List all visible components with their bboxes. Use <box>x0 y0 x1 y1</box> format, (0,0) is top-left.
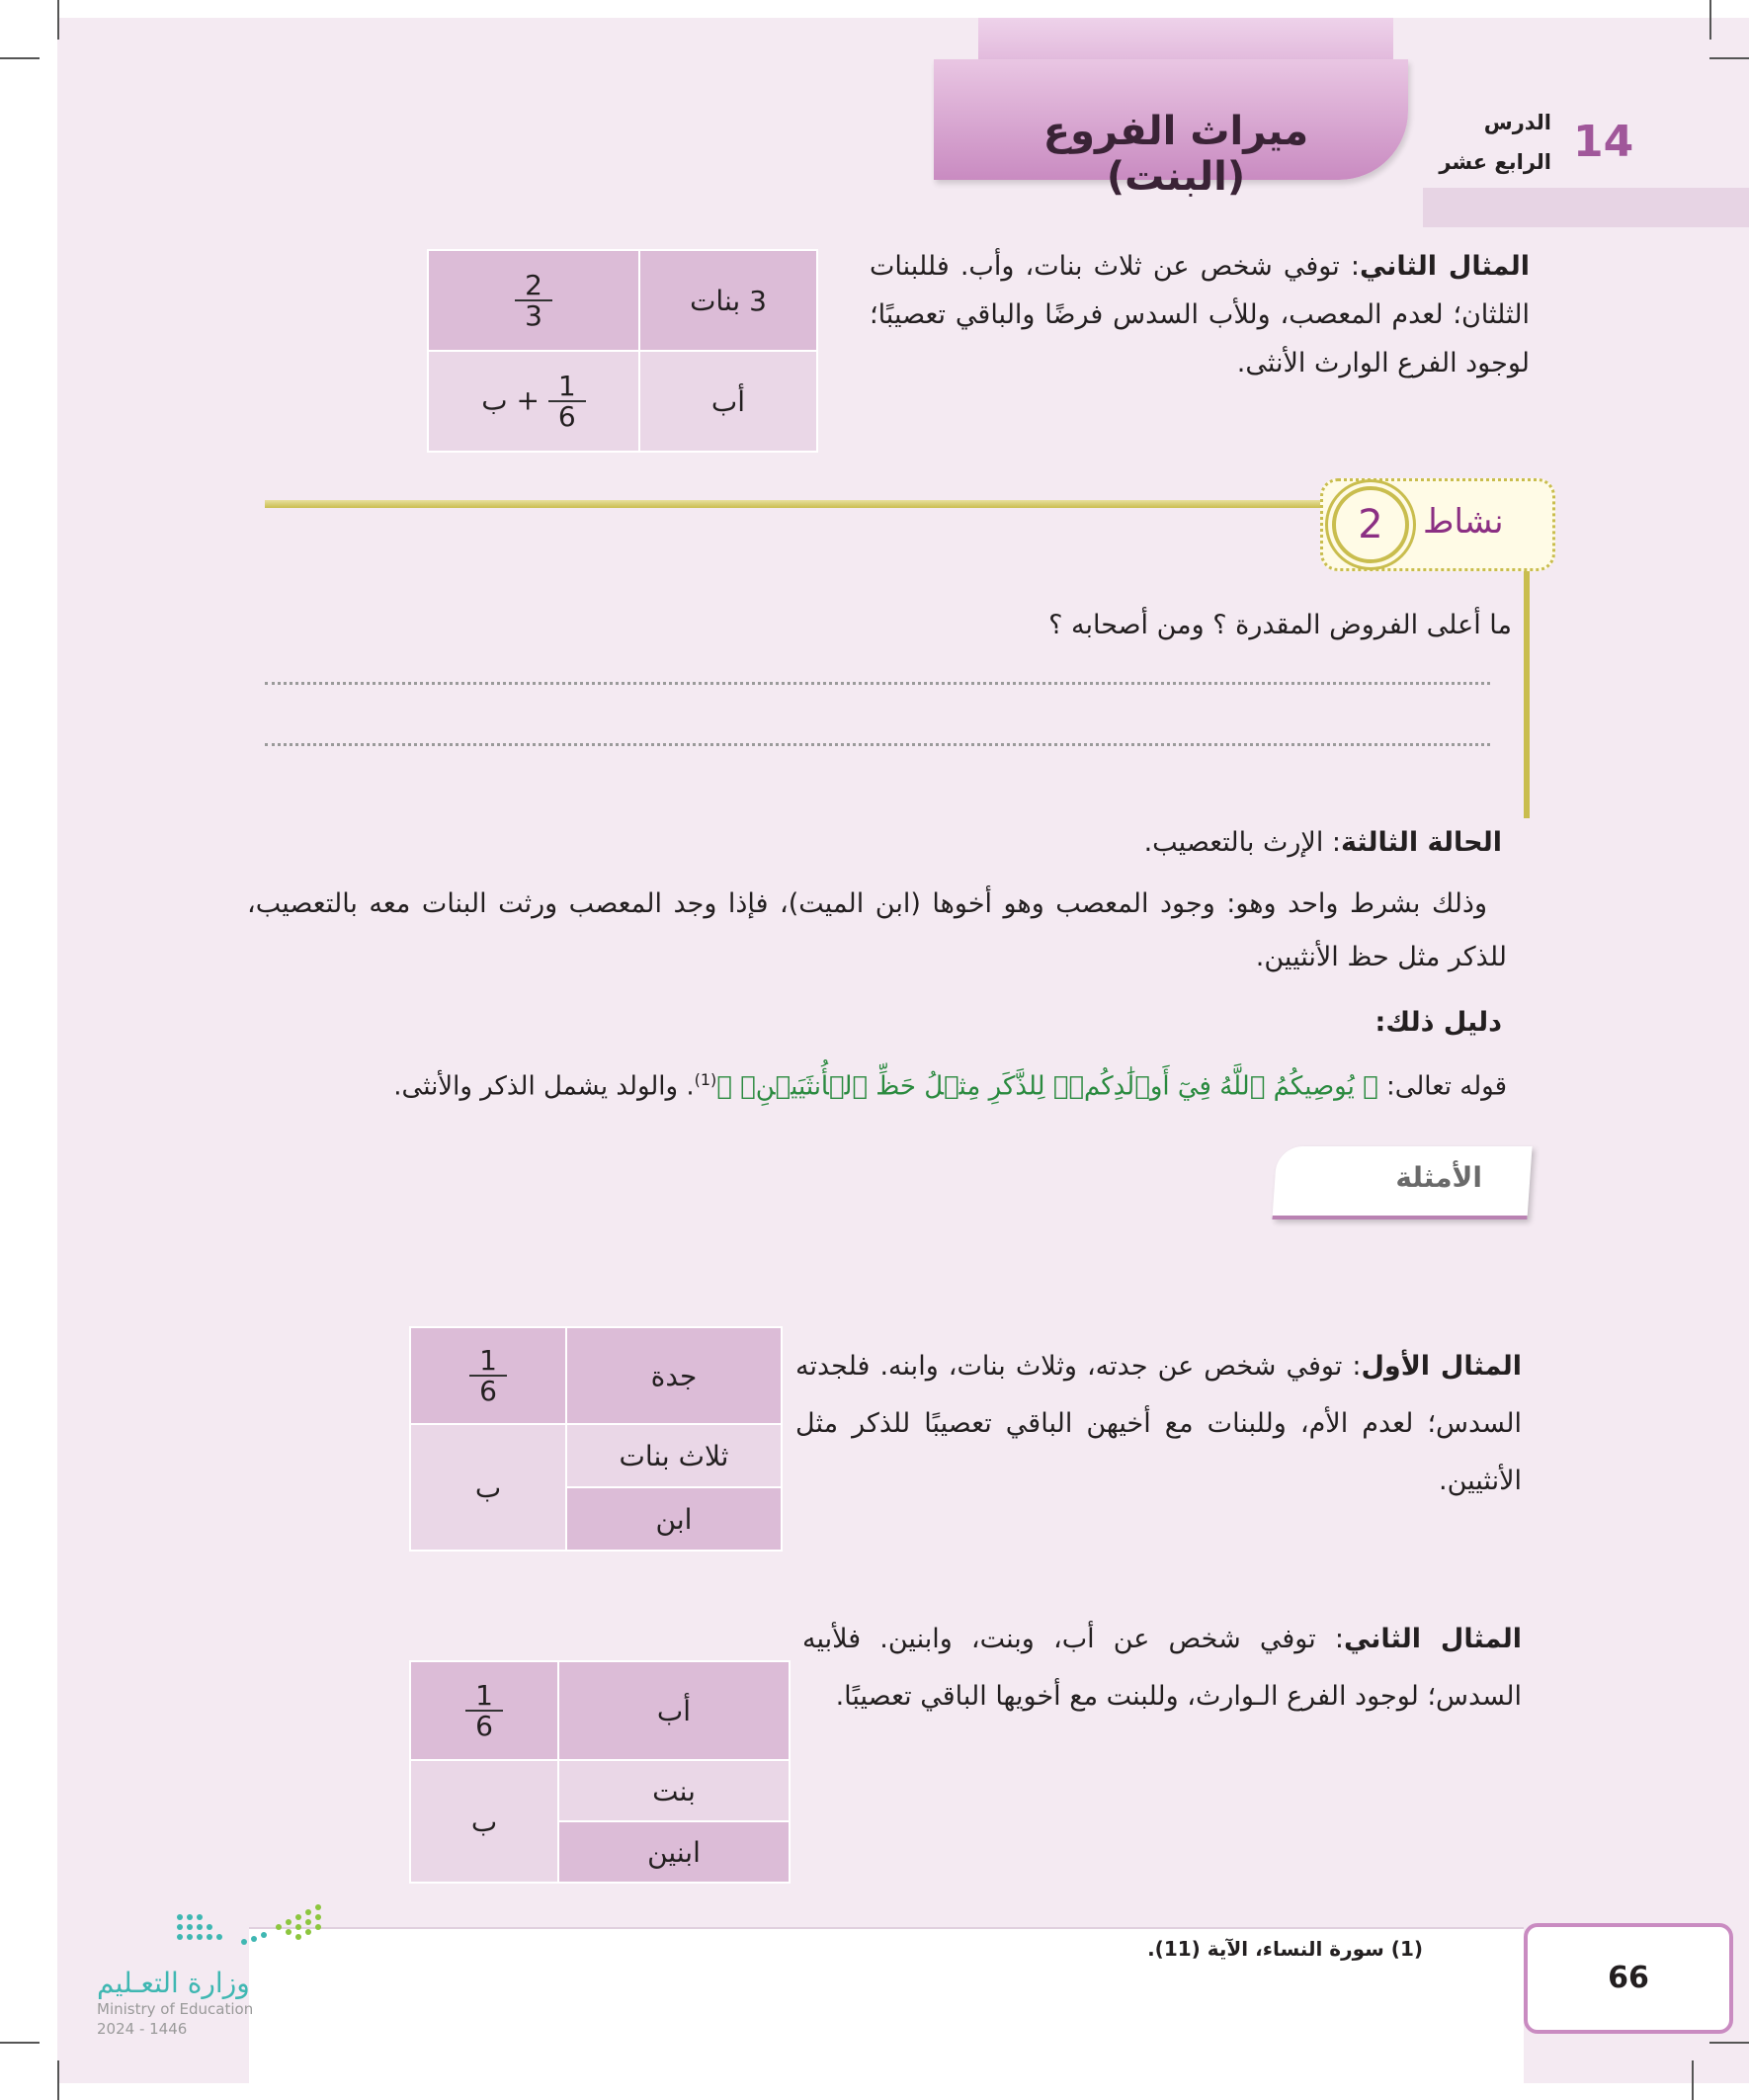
example-top-text: : توفي شخص عن ثلاث بنات، وأب. فللبنات الثلثان؛ لعدم المعصب، وللأب السدس فرضًا والباقي تعصيبًا؛ لوجود الفرع الوارث الأنثى. <box>870 251 1530 378</box>
activity-number-badge: 2 <box>1332 486 1409 563</box>
crop-mark <box>1709 2042 1749 2044</box>
quran-verse: ﴿ يُوصِيكُمُ ٱللَّهُ فِيٓ أَوۡلَٰدِكُمۡۖ لِلذَّكَرِ مِثۡلُ حَظِّ ٱلۡأُنثَيَيۡنِۚ ﴾ <box>716 1071 1378 1102</box>
table-cell-heir: ابن <box>566 1487 782 1551</box>
example1-heading: المثال الأول <box>1361 1351 1522 1382</box>
table-cell-share <box>428 250 639 351</box>
ministry-name-en: Ministry of Education <box>97 2000 254 2018</box>
case3-body: وذلك بشرط واحد وهو: وجود المعصب وهو أخوها (ابن الميت)، فإذا وجد المعصب ورثت البنات معه بالتعصيب، للذكر مثل حظ الأنثيين. <box>247 888 1507 972</box>
example-top-heading: المثال الثاني <box>1359 251 1530 282</box>
table-cell-heir: أب <box>558 1661 790 1760</box>
page-number: 66 <box>1524 1923 1733 2034</box>
table-cell-heir: ثلاث بنات <box>566 1424 782 1487</box>
table-cell-heir: بنت <box>558 1760 790 1821</box>
crop-mark <box>0 57 40 59</box>
example2-table <box>409 1660 791 1884</box>
ministry-logo-icon <box>170 1897 323 1959</box>
footnote: (1) سورة النساء، الآية (11). <box>1147 1937 1423 1961</box>
crop-mark <box>0 2042 40 2044</box>
fraction: $\frac{1}{6}$ <box>465 1681 503 1741</box>
lesson-number: 14 <box>1573 117 1634 167</box>
table-cell-heir: ابنين <box>558 1821 790 1883</box>
fraction: $\frac{1}{6}$ <box>469 1346 507 1406</box>
example2-text: : توفي شخص عن أب، وبنت، وابنين. فلأبيه السدس؛ لوجود الفرع الـوارث، وللبنت مع أخويها الباقي تعصيبًا. <box>802 1624 1522 1712</box>
header-band <box>1423 188 1749 227</box>
crop-mark <box>1709 0 1711 40</box>
crop-mark <box>57 0 59 40</box>
crop-mark <box>1709 57 1749 59</box>
example2-paragraph <box>802 1611 1522 1725</box>
case3-title <box>889 818 1502 867</box>
fraction: $\frac{1}{6}$ <box>548 372 586 432</box>
activity-label: نشاط <box>1423 502 1504 542</box>
examples-tab-label: الأمثلة <box>1395 1161 1482 1194</box>
lesson-title: ميراث الفروع (البنت) <box>1042 109 1309 200</box>
example-top-paragraph <box>870 242 1530 387</box>
edition-year: 2024 - 1446 <box>97 2020 188 2038</box>
evidence-suffix: . والولد يشمل الذكر والأنثى. <box>393 1071 695 1102</box>
example1-text: : توفي شخص عن جدته، وثلاث بنات، وابنه. فلجدته السدس؛ لعدم الأم، وللبنات مع أخيهن الباقي تعصيبًا للذكر مثل الأنثيين. <box>795 1351 1522 1496</box>
evidence-line <box>247 1055 1507 1112</box>
table-cell-share: ب <box>410 1760 558 1883</box>
activity-rule <box>265 500 1324 508</box>
table-cell-heir: أب <box>639 351 817 452</box>
table-cell-heir: جدة <box>566 1327 782 1424</box>
activity-question: ما أعلى الفروض المقدرة ؟ ومن أصحابه ؟ <box>1048 610 1512 640</box>
case3-heading-rest: : الإرث بالتعصيب. <box>1143 827 1341 858</box>
table-cell-share <box>410 1327 566 1424</box>
activity-side-rule <box>1524 553 1530 818</box>
crop-mark <box>57 2060 59 2100</box>
table-cell-share: ب <box>410 1424 566 1551</box>
evidence-prefix: قوله تعالى: <box>1377 1071 1507 1102</box>
case3-heading: الحالة الثالثة <box>1341 827 1502 858</box>
table-cell-heir: 3 بنات <box>639 250 817 351</box>
lesson-label: الدرس <box>1483 111 1551 134</box>
lesson-ordinal: الرابع عشر <box>1439 150 1551 174</box>
answer-line[interactable] <box>265 743 1490 746</box>
example1-table <box>409 1326 783 1552</box>
answer-line[interactable] <box>265 682 1490 685</box>
example1-paragraph <box>795 1338 1522 1510</box>
evidence-heading: دليل ذلك: <box>1374 1007 1502 1038</box>
table-cell-share <box>428 351 639 452</box>
table-cell-share <box>410 1661 558 1760</box>
example2-heading: المثال الثاني <box>1343 1624 1522 1654</box>
crop-mark <box>1692 2060 1694 2100</box>
share-suffix: + ب <box>481 383 540 416</box>
fraction: $\frac{2}{3}$ <box>515 271 552 331</box>
footnote-reference[interactable]: (1) <box>694 1070 717 1089</box>
ministry-name-ar: وزارة التعـليم <box>97 1967 250 1999</box>
example-top-table <box>427 249 818 453</box>
